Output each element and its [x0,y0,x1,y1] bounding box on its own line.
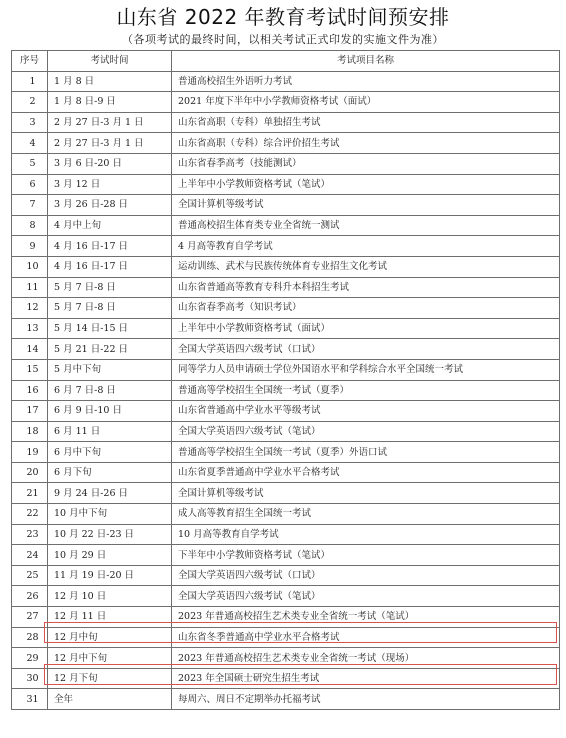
table-row [12,462,560,483]
cell-no: 20 [12,462,48,483]
cell-no: 12 [12,298,48,319]
cell-name: 全国大学英语四六级考试（口试） [172,339,560,360]
header-name: 考试项目名称 [172,51,560,72]
cell-no: 6 [12,174,48,195]
table-row [12,71,560,92]
table-row [12,586,560,607]
table-row [12,112,560,133]
table-row [12,565,560,586]
cell-name: 上半年中小学教师资格考试（面试） [172,318,560,339]
table-row [12,668,560,689]
table-row [12,174,560,195]
cell-name: 山东省春季高考（技能测试） [172,153,560,174]
cell-name: 山东省高职（专科）综合评价招生考试 [172,133,560,154]
cell-name: 全国计算机等级考试 [172,195,560,216]
table-row [12,298,560,319]
cell-no: 28 [12,627,48,648]
table-row [12,442,560,463]
cell-time: 2 月 27 日-3 月 1 日 [48,112,172,133]
cell-time: 12 月下旬 [48,668,172,689]
cell-no: 7 [12,195,48,216]
exam-schedule-table [11,50,560,710]
cell-no: 17 [12,401,48,422]
table-row [12,318,560,339]
cell-time: 6 月 9 日-10 日 [48,401,172,422]
cell-no: 1 [12,71,48,92]
cell-no: 22 [12,504,48,525]
cell-time: 3 月 26 日-28 日 [48,195,172,216]
table-row [12,545,560,566]
header-time: 考试时间 [48,51,172,72]
cell-no: 29 [12,648,48,669]
cell-name: 全国大学英语四六级考试（笔试） [172,421,560,442]
cell-time: 10 月中下旬 [48,504,172,525]
table-row [12,380,560,401]
table-row [12,256,560,277]
cell-time: 6 月 7 日-8 日 [48,380,172,401]
cell-no: 21 [12,483,48,504]
table-row [12,359,560,380]
cell-time: 6 月中下旬 [48,442,172,463]
cell-name: 2023 年全国硕士研究生招生考试 [172,668,560,689]
table-row [12,153,560,174]
cell-name: 下半年中小学教师资格考试（笔试） [172,545,560,566]
cell-name: 运动训练、武术与民族传统体育专业招生文化考试 [172,256,560,277]
cell-no: 18 [12,421,48,442]
cell-time: 5 月 7 日-8 日 [48,298,172,319]
cell-time: 12 月 11 日 [48,607,172,628]
cell-time: 4 月中上旬 [48,215,172,236]
cell-no: 4 [12,133,48,154]
cell-no: 9 [12,236,48,257]
table-row [12,401,560,422]
cell-time: 1 月 8 日 [48,71,172,92]
table-row [12,627,560,648]
table-row [12,277,560,298]
cell-name: 全国大学英语四六级考试（笔试） [172,586,560,607]
cell-name: 10 月高等教育自学考试 [172,524,560,545]
cell-time: 5 月 7 日-8 日 [48,277,172,298]
cell-time: 4 月 16 日-17 日 [48,256,172,277]
cell-name: 普通高校招生体育类专业全省统一测试 [172,215,560,236]
table-row [12,215,560,236]
table-row [12,339,560,360]
cell-name: 普通高等学校招生全国统一考试（夏季）外语口试 [172,442,560,463]
cell-name: 4 月高等教育自学考试 [172,236,560,257]
cell-name: 全国大学英语四六级考试（口试） [172,565,560,586]
cell-no: 13 [12,318,48,339]
cell-no: 2 [12,92,48,113]
cell-name: 普通高等学校招生全国统一考试（夏季） [172,380,560,401]
cell-time: 全年 [48,689,172,710]
page-title: 山东省 2022 年教育考试时间预安排 [116,5,450,29]
table-header-row [12,51,560,72]
cell-name: 普通高校招生外语听力考试 [172,71,560,92]
cell-time: 9 月 24 日-26 日 [48,483,172,504]
cell-time: 10 月 29 日 [48,545,172,566]
cell-name: 山东省普通高等教育专科升本科招生考试 [172,277,560,298]
cell-name: 2021 年度下半年中小学教师资格考试（面试） [172,92,560,113]
cell-name: 上半年中小学教师资格考试（笔试） [172,174,560,195]
cell-no: 3 [12,112,48,133]
cell-no: 10 [12,256,48,277]
cell-no: 26 [12,586,48,607]
cell-no: 19 [12,442,48,463]
table-row [12,607,560,628]
page-subtitle: （各项考试的最终时间，以相关考试正式印发的实施文件为准） [122,33,444,46]
cell-name: 山东省冬季普通高中学业水平合格考试 [172,627,560,648]
header-no: 序号 [12,51,48,72]
cell-time: 2 月 27 日-3 月 1 日 [48,133,172,154]
cell-time: 3 月 6 日-20 日 [48,153,172,174]
cell-time: 1 月 8 日-9 日 [48,92,172,113]
cell-no: 23 [12,524,48,545]
cell-time: 10 月 22 日-23 日 [48,524,172,545]
cell-time: 12 月中下旬 [48,648,172,669]
table-row [12,133,560,154]
table-row [12,195,560,216]
cell-no: 30 [12,668,48,689]
table-row [12,504,560,525]
cell-no: 14 [12,339,48,360]
table-row [12,648,560,669]
cell-no: 25 [12,565,48,586]
cell-name: 每周六、周日不定期举办托福考试 [172,689,560,710]
cell-no: 8 [12,215,48,236]
cell-no: 31 [12,689,48,710]
cell-name: 成人高等教育招生全国统一考试 [172,504,560,525]
cell-time: 11 月 19 日-20 日 [48,565,172,586]
cell-no: 27 [12,607,48,628]
cell-time: 3 月 12 日 [48,174,172,195]
cell-name: 山东省高职（专科）单独招生考试 [172,112,560,133]
cell-no: 16 [12,380,48,401]
cell-time: 5 月中下旬 [48,359,172,380]
cell-no: 24 [12,545,48,566]
cell-time: 12 月 10 日 [48,586,172,607]
cell-time: 12 月中旬 [48,627,172,648]
table-row [12,483,560,504]
cell-no: 15 [12,359,48,380]
cell-no: 11 [12,277,48,298]
cell-name: 山东省普通高中学业水平等级考试 [172,401,560,422]
cell-time: 6 月 11 日 [48,421,172,442]
cell-name: 山东省春季高考（知识考试） [172,298,560,319]
cell-name: 同等学力人员申请硕士学位外国语水平和学科综合水平全国统一考试 [172,359,560,380]
cell-name: 2023 年普通高校招生艺术类专业全省统一考试（现场） [172,648,560,669]
table-row [12,689,560,710]
cell-no: 5 [12,153,48,174]
table-row [12,524,560,545]
table-row [12,421,560,442]
cell-time: 5 月 14 日-15 日 [48,318,172,339]
cell-name: 2023 年普通高校招生艺术类专业全省统一考试（笔试） [172,607,560,628]
cell-time: 4 月 16 日-17 日 [48,236,172,257]
cell-time: 6 月下旬 [48,462,172,483]
cell-name: 山东省夏季普通高中学业水平合格考试 [172,462,560,483]
cell-time: 5 月 21 日-22 日 [48,339,172,360]
table-row [12,92,560,113]
table-row [12,236,560,257]
cell-name: 全国计算机等级考试 [172,483,560,504]
